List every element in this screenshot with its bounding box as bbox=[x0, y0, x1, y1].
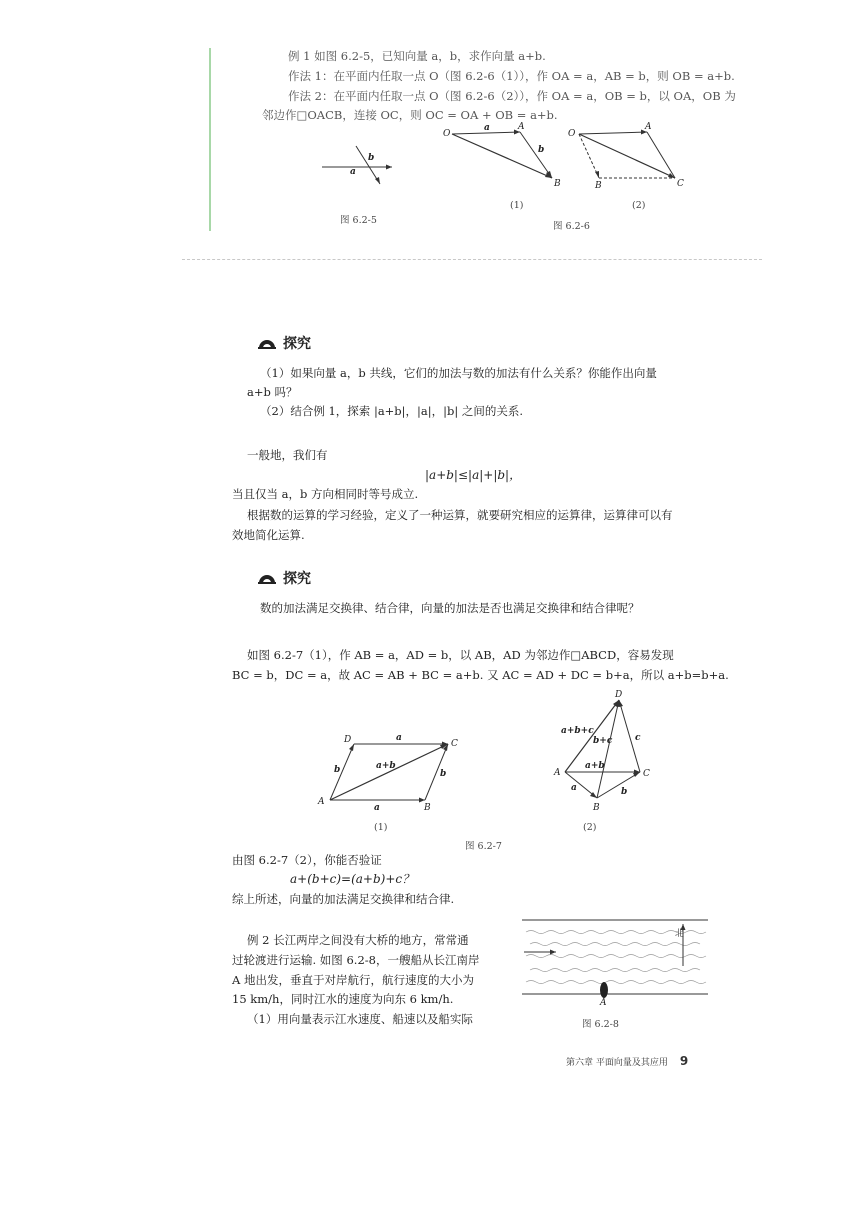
example2-l5: （1）用向量表示江水速度、船速以及船实际 bbox=[247, 1012, 473, 1026]
point-B: B bbox=[424, 803, 431, 813]
label-a-plus-b-plus-c: a+b+c bbox=[561, 726, 594, 736]
point-C: C bbox=[451, 739, 458, 749]
figure-6-2-6-2 bbox=[565, 120, 695, 190]
general-intro: 一般地，我们有 bbox=[247, 448, 328, 462]
subcaption-6-2-6-2: (2) bbox=[632, 200, 646, 211]
vector-AC bbox=[330, 744, 448, 800]
general-p2: 效地简化运算. bbox=[232, 528, 305, 542]
label-a: a bbox=[374, 803, 380, 813]
figure-6-2-8 bbox=[520, 912, 710, 1007]
scan-separator bbox=[182, 259, 762, 260]
label-b: b bbox=[368, 153, 375, 163]
point-B: B bbox=[554, 179, 561, 189]
point-C: C bbox=[677, 179, 684, 189]
example2-l2: 过轮渡进行运输. 如图 6.2-8，一艘船从长江南岸 bbox=[232, 953, 480, 967]
explore-heading-2 bbox=[257, 568, 311, 588]
example1-line3: 作法 2：在平面内任取一点 O（图 6.2-6（2）），作 OA = a，OB = b，以 OA，OB 为 bbox=[288, 89, 736, 103]
label-a: a bbox=[484, 123, 490, 133]
general-p1: 根据数的运算的学习经验，定义了一种运算，就要研究相应的运算律，运算律可以有 bbox=[247, 508, 673, 522]
caption-6-2-6: 图 6.2-6 bbox=[553, 221, 590, 232]
point-A: A bbox=[518, 122, 525, 132]
point-A: A bbox=[645, 122, 652, 132]
point-B: B bbox=[593, 803, 600, 813]
page-footer bbox=[566, 1054, 688, 1068]
example1-line1: 例 1 如图 6.2-5，已知向量 a，b，求作向量 a+b. bbox=[288, 49, 546, 63]
label-b: b bbox=[334, 765, 341, 775]
label-a: a bbox=[350, 167, 356, 177]
point-A: A bbox=[318, 797, 325, 807]
explore-heading-1 bbox=[257, 333, 311, 353]
general-condition: 当且仅当 a，b 方向相同时等号成立. bbox=[232, 487, 419, 501]
chapter-title: 第六章 平面向量及其应用 bbox=[566, 1058, 668, 1068]
figure-6-2-5 bbox=[318, 140, 398, 190]
example1-line2: 作法 1：在平面内任取一点 O（图 6.2-6（1）），作 OA = a，AB = b，则 OB = a+b. bbox=[288, 69, 735, 83]
caption-6-2-7: 图 6.2-7 bbox=[465, 841, 502, 852]
label-a: a bbox=[571, 783, 577, 793]
caption-6-2-5: 图 6.2-5 bbox=[340, 215, 377, 226]
figure-6-2-6-1 bbox=[440, 120, 570, 190]
point-O: O bbox=[443, 129, 451, 139]
label-b: b bbox=[621, 787, 628, 797]
north-label: 北 bbox=[675, 929, 685, 939]
point-B: B bbox=[595, 181, 602, 190]
point-O: O bbox=[568, 129, 576, 139]
point-A: A bbox=[600, 998, 607, 1007]
caption-6-2-8: 图 6.2-8 bbox=[582, 1019, 619, 1030]
example2-l1: 例 2 长江两岸之间没有大桥的地方，常常通 bbox=[247, 933, 469, 947]
vector-OC bbox=[579, 134, 675, 178]
subcaption-6-2-7-2: (2) bbox=[583, 822, 597, 833]
explore1-q1b: a+b 吗？ bbox=[247, 385, 298, 399]
verify-l1: 由图 6.2-7（2），你能否验证 bbox=[232, 853, 382, 867]
explore-title: 探究 bbox=[283, 336, 311, 352]
para627-l1: 如图 6.2-7（1），作 AB = a，AD = b，以 AB，AD 为邻边作□ABCD，容易发现 bbox=[247, 648, 674, 662]
label-a-plus-b: a+b bbox=[585, 761, 605, 771]
point-C: C bbox=[643, 769, 650, 779]
explore2-question: 数的加法满足交换律、结合律，向量的加法是否也满足交换律和结合律呢？ bbox=[260, 601, 640, 615]
point-D: D bbox=[615, 690, 623, 700]
triangle-inequality: |a+b|≤|a|+|b|， bbox=[425, 468, 522, 482]
explore-icon bbox=[257, 336, 277, 350]
example1-line4: 邻边作□OACB，连接 OC，则 OC = OA + OB = a+b. bbox=[262, 108, 558, 122]
point-D: D bbox=[344, 735, 352, 745]
explore1-q2: （2）结合例 1，探索 |a+b|，|a|，|b| 之间的关系. bbox=[260, 404, 524, 418]
example2-l4: 15 km/h，同时江水的速度为向东 6 km/h. bbox=[232, 992, 454, 1006]
label-b: b bbox=[538, 145, 545, 155]
page-number: 9 bbox=[679, 1054, 689, 1068]
associativity-formula: a+(b+c)=(a+b)+c？ bbox=[290, 872, 415, 886]
subcaption-6-2-6-1: (1) bbox=[510, 200, 524, 211]
vector-OB bbox=[579, 134, 599, 178]
figure-6-2-7-2 bbox=[545, 688, 665, 818]
explore-title: 探究 bbox=[283, 571, 311, 587]
explore1-q1a: （1）如果向量 a，b 共线，它们的加法与数的加法有什么关系？你能作出向量 bbox=[260, 366, 657, 380]
label-a-plus-b: a+b bbox=[376, 761, 396, 771]
explore-icon bbox=[257, 571, 277, 585]
para627-l2: BC = b，DC = a，故 AC = AB + BC = a+b. 又 AC = AD + DC = b+a，所以 a+b=b+a. bbox=[232, 668, 729, 682]
vector-OA bbox=[579, 132, 647, 134]
figure-6-2-7-1 bbox=[310, 730, 470, 815]
margin-line bbox=[209, 48, 211, 231]
label-b: b bbox=[440, 769, 447, 779]
label-b-plus-c: b+c bbox=[593, 736, 613, 746]
subcaption-6-2-7-1: (1) bbox=[374, 822, 388, 833]
label-c: c bbox=[635, 733, 641, 743]
label-a: a bbox=[396, 733, 402, 743]
verify-summary: 综上所述，向量的加法满足交换律和结合律. bbox=[232, 892, 455, 906]
boat-icon bbox=[600, 982, 608, 998]
vector-BC bbox=[597, 772, 640, 798]
point-A: A bbox=[554, 768, 561, 778]
example2-l3: A 地出发，垂直于对岸航行，航行速度的大小为 bbox=[232, 973, 474, 987]
